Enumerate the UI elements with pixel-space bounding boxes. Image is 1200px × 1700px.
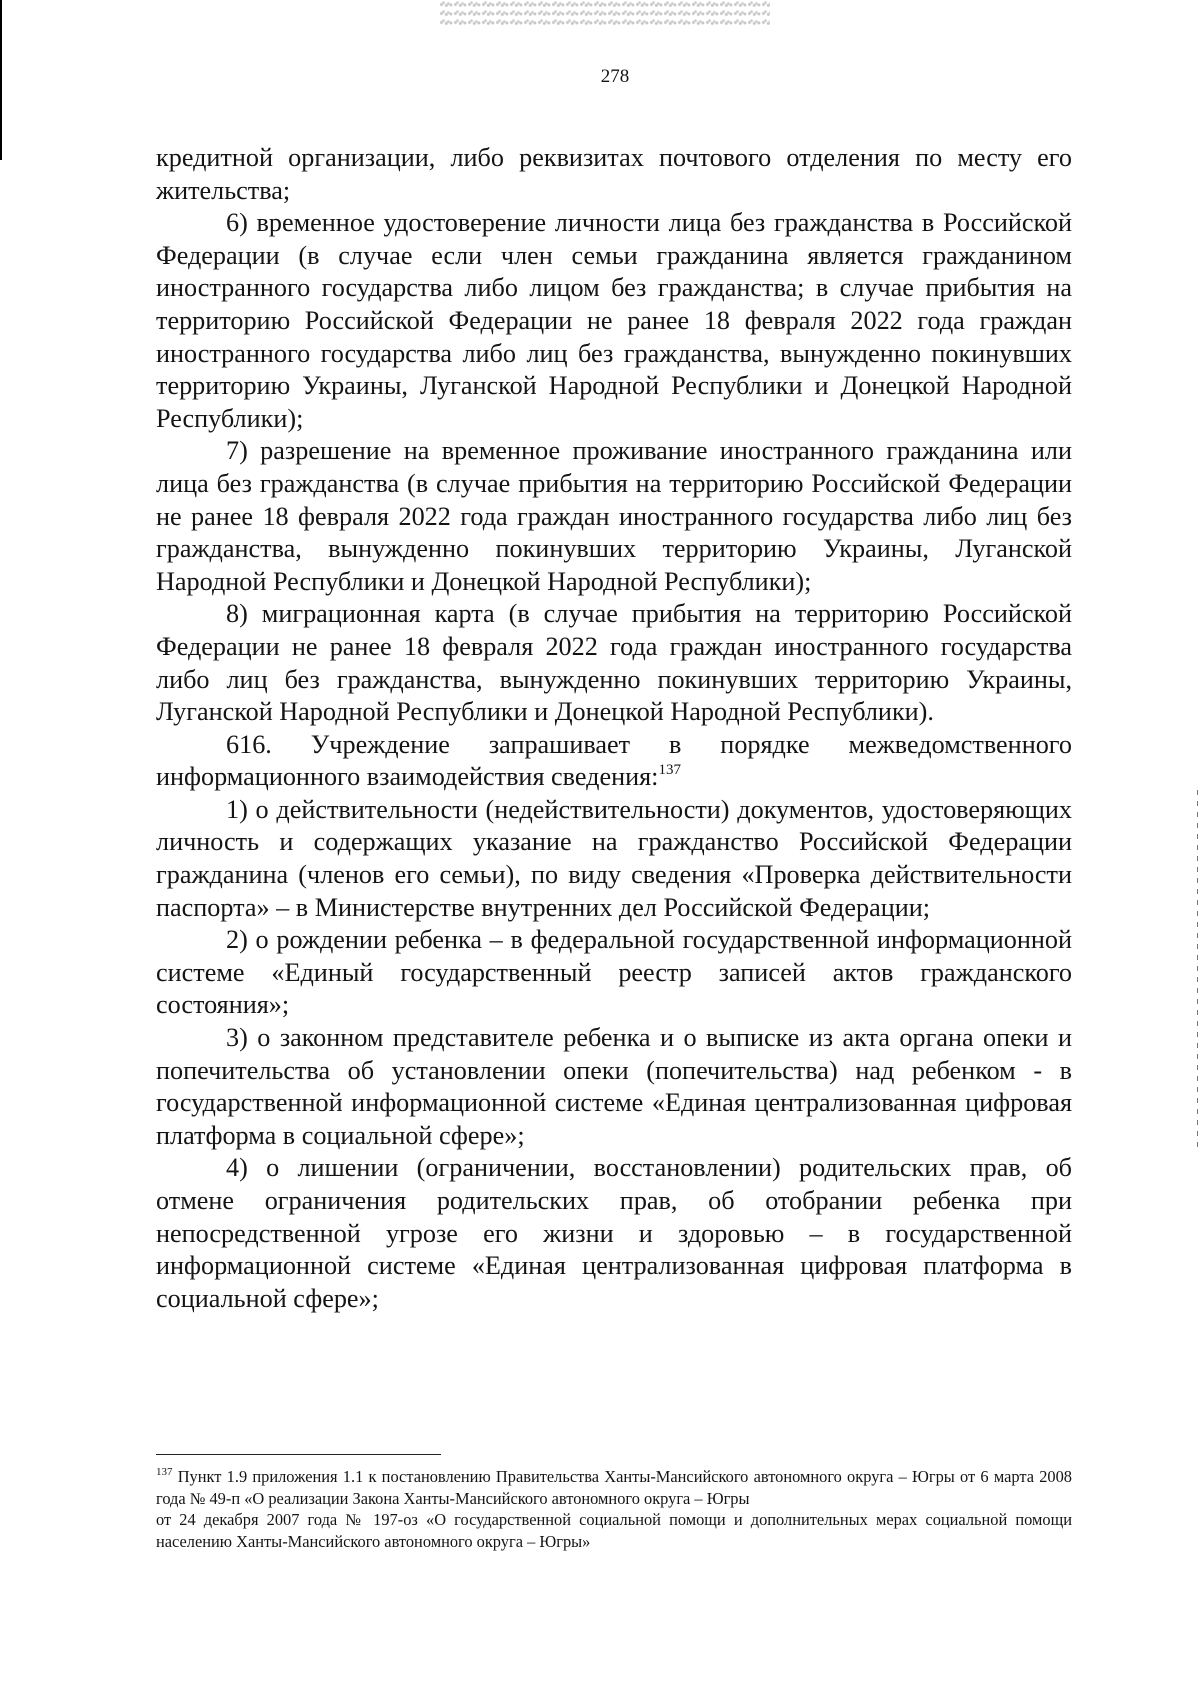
footnote-text-1: Пункт 1.9 приложения 1.1 к постановлению Правительства Ханты-Мансийского автономного округа – Югры от 6 марта 2008 года № 49-п «О реализации Закона Ханты-Мансийского автономного округа – Югры <box>156 1467 1072 1508</box>
footnote-137-line-1 <box>156 1466 1072 1509</box>
paragraph-subitem-2: 2) о рождении ребенка – в федеральной государственной информационной системе «Единый государственный реестр записей актов гражданского состояния»; <box>156 925 1072 1020</box>
footnotes <box>156 1466 1072 1552</box>
paragraph-item-8: 8) миграционная карта (в случае прибытия на территорию Российской Федерации не ранее 18 февраля 2022 года граждан иностранного государства либо лиц без гражданства, вынужденно покинувших территорию Украины, Луганской Народной Республики и Донецкой Народной Республики). <box>156 599 1072 727</box>
footnote-marker: 137 <box>156 1465 173 1478</box>
paragraph-item-7: 7) разрешение на временное проживание иностранного гражданина или лица без гражданства (в случае прибытия на территорию Российской Федерации не ранее 18 февраля 2022 года граждан иностранного государства либо лиц без гражданства, вынужденно покинувших территорию Украины, Луганской Народной Республики и Донецкой Народной Республики); <box>156 436 1072 596</box>
footnote-137-line-2: от 24 декабря 2007 года № 197-оз «О государственной социальной помощи и дополнительных мерах социальной помощи населению Ханты-Мансийского автономного округа – Югры» <box>156 1510 1072 1551</box>
scan-noise <box>440 0 770 26</box>
page-number: 278 <box>600 66 630 87</box>
paragraph-subitem-4: 4) о лишении (ограничении, восстановлении) родительских прав, об отмене ограничения родительских прав, об отобрании ребенка при непосредственной угрозе его жизни и здоровью – в государственной информационной системе «Единая централизованная цифровая платформа в социальной сфере»; <box>156 1153 1072 1313</box>
document-body <box>156 142 1072 1315</box>
paragraph-616-text: 616. Учреждение запрашивает в порядке межведомственного информационного взаимодействия сведения: <box>156 729 1072 792</box>
footnote-separator <box>156 1454 441 1455</box>
paragraph-item-6: 6) временное удостоверение личности лица без гражданства в Российской Федерации (в случае если член семьи гражданина является гражданином иностранного государства либо лицом без гражданства; в случае прибытия на территорию Российской Федерации не ранее 18 февраля 2022 года граждан иностранного государства либо лиц без гражданства, вынужденно покинувших территорию Украины, Луганской Народной Республики и Донецкой Народной Республики); <box>156 208 1072 433</box>
paragraph-continuation: кредитной организации, либо реквизитах почтового отделения по месту его жительства; <box>156 143 1072 205</box>
scan-right-edge <box>1197 790 1198 1150</box>
footnote-reference[interactable]: 137 <box>658 761 681 778</box>
paragraph-616 <box>156 729 1072 794</box>
paragraph-subitem-1: 1) о действительности (недействительности) документов, удостоверяющих личность и содержащих указание на гражданство Российской Федерации гражданина (членов его семьи), по виду сведения «Проверка действительности паспорта» – в Министерстве внутренних дел Российской Федерации; <box>156 794 1072 922</box>
paragraph-subitem-3: 3) о законном представителе ребенка и о выписке из акта органа опеки и попечительства об установлении опеки (попечительства) над ребенком - в государственной информационной системе «Единая централизованная цифровая платформа в социальной сфере»; <box>156 1023 1072 1150</box>
